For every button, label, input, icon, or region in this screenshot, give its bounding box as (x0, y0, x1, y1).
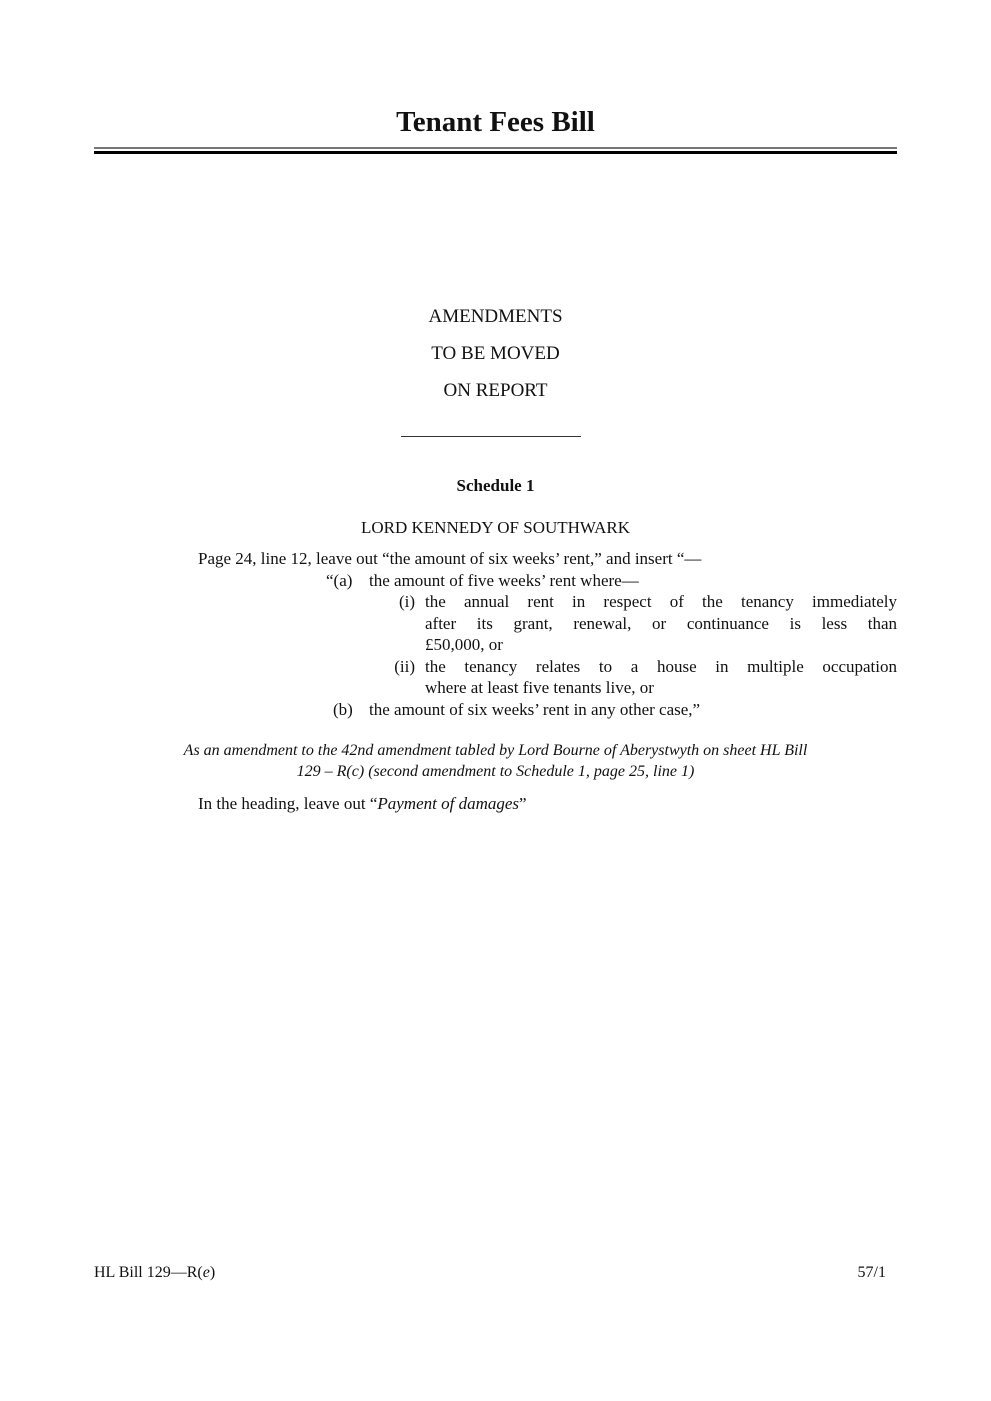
heading-amendment-instruction (198, 793, 527, 815)
item-i-line-1: the annual rent in respect of the tenancy immediately (425, 592, 897, 611)
item-a-label: “(a) (326, 571, 353, 590)
title-rule-thin (94, 147, 897, 149)
intro-line-3: ON REPORT (443, 380, 548, 401)
item-i-line-2: after its grant, renewal, or continuance is less than (425, 614, 897, 633)
intro-line-1: AMENDMENTS (428, 306, 563, 327)
title-rule-thick (94, 151, 897, 154)
quoted-heading: Payment of damages (377, 794, 520, 813)
item-ii-line-1: the tenancy relates to a house in multiple occupation (425, 657, 897, 676)
bill-ref-suffix: ) (209, 1264, 216, 1281)
intro-line-2: TO BE MOVED (431, 343, 560, 364)
item-a-text: the amount of five weeks’ rent where— (369, 571, 639, 590)
item-i-label: (i) (398, 592, 415, 611)
schedule-heading: Schedule 1 (456, 476, 535, 495)
footer-page-reference: 57/1 (857, 1264, 886, 1281)
footer-bill-reference (94, 1264, 215, 1282)
section-divider (401, 436, 581, 437)
amendment-mover: LORD KENNEDY OF SOUTHWARK (360, 518, 630, 537)
bill-ref-prefix: HL Bill 129—R( (94, 1264, 203, 1281)
item-i-line-3: £50,000, or (425, 635, 503, 654)
amendment-instruction: Page 24, line 12, leave out “the amount of six weeks’ rent,” and insert “— (198, 549, 702, 568)
instruction-prefix: In the heading, leave out “ (198, 794, 378, 813)
instruction-suffix: ” (519, 794, 527, 813)
bill-ref-italic: e (202, 1264, 210, 1281)
item-b-label: (b) (333, 700, 353, 719)
item-ii-label: (ii) (394, 657, 415, 676)
item-b-text: the amount of six weeks’ rent in any other case,” (369, 700, 701, 719)
item-ii-line-2: where at least five tenants live, or (425, 678, 654, 697)
amendment-context-line-1: As an amendment to the 42nd amendment tabled by Lord Bourne of Aberystwyth on sheet HL Bill (183, 742, 808, 759)
amendment-context-line-2: 129 – R(c) (second amendment to Schedule 1, page 25, line 1) (296, 763, 695, 780)
document-title: Tenant Fees Bill (396, 106, 595, 138)
